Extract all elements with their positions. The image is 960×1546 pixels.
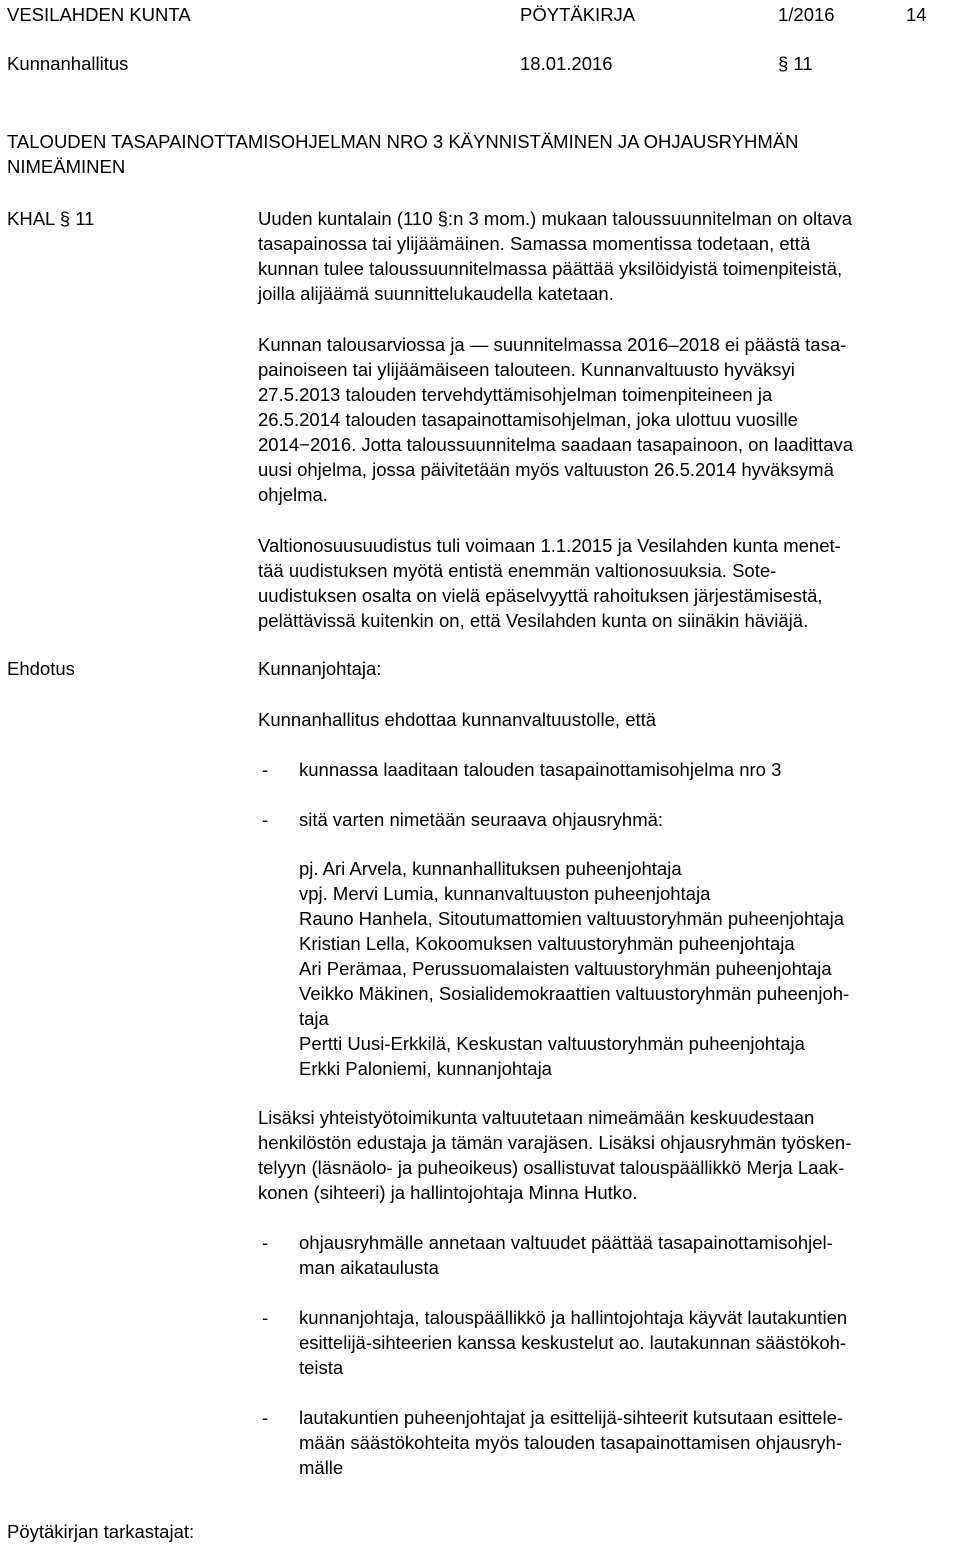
member-line: Kristian Lella, Kokoomuksen valtuustoryhmän puheenjohtaja (299, 933, 795, 954)
member-line: vpj. Mervi Lumia, kunnanvaltuuston puheenjohtaja (299, 883, 711, 904)
text-line: kunnan tulee taloussuunnitelmassa päättää yksilöidyistä toimenpiteistä, (258, 258, 843, 279)
section-number: § 11 (778, 53, 813, 74)
proposal-label: Ehdotus (7, 658, 75, 679)
title-line: NIMEÄMINEN (7, 156, 126, 177)
list-item: kunnassa laaditaan talouden tasapainottamisohjelma nro 3 (299, 759, 782, 780)
list-item-line: lautakuntien puheenjohtajat ja esittelijä-sihteerit kutsutaan esittele- (299, 1407, 844, 1428)
proposal-intro: Kunnanhallitus ehdottaa kunnanvaltuustolle, että (258, 709, 657, 730)
list-item-line: kunnanjohtaja, talouspäällikkö ja hallintojohtaja käyvät lautakuntien (299, 1307, 848, 1328)
text-line: Valtionosuusuudistus tuli voimaan 1.1.2015 ja Vesilahden kunta menet- (258, 535, 841, 556)
member-line: Erkki Paloniemi, kunnanjohtaja (299, 1058, 552, 1079)
meeting-date: 18.01.2016 (520, 53, 613, 74)
text-line: 2014−2016. Jotta taloussuunnitelma saadaan tasapainoon, on laadittava (258, 434, 854, 455)
text-line: ohjelma. (258, 484, 328, 505)
member-line: Veikko Mäkinen, Sosialidemokraattien valtuustoryhmän puheenjoh- (299, 983, 850, 1004)
text-line: uusi ohjelma, jossa päivitetään myös valtuuston 26.5.2014 hyväksymä (258, 459, 834, 480)
member-line: Rauno Hanhela, Sitoutumattomien valtuustoryhmän puheenjohtaja (299, 908, 845, 929)
bullet-marker: - (262, 1407, 269, 1428)
list-item-line: ohjausryhmälle annetaan valtuudet päättää tasapainottamisohjel- (299, 1232, 833, 1253)
khal-label: KHAL § 11 (7, 208, 95, 229)
text-line: Uuden kuntalain (110 §:n 3 mom.) mukaan taloussuunnitelman on oltava (258, 208, 853, 229)
committee-name: Kunnanhallitus (7, 53, 129, 74)
list-item-line: mälle (299, 1457, 344, 1478)
text-line: painoiseen tai ylijäämäiseen talouteen. Kunnanvaltuusto hyväksyi (258, 359, 795, 380)
text-line: Kunnan talousarviossa ja — suunnitelmassa 2016–2018 ei päästä tasa- (258, 334, 847, 355)
member-line: Ari Perämaa, Perussuomalaisten valtuustoryhmän puheenjohtaja (299, 958, 832, 979)
list-item-line: man aikataulusta (299, 1257, 439, 1278)
text-line: tasapainossa tai ylijäämäinen. Samassa momentissa todetaan, että (258, 233, 811, 254)
text-line: telyyn (läsnäolo- ja puheoikeus) osallistuvat talouspäällikkö Merja Laak- (258, 1157, 845, 1178)
bullet-marker: - (262, 809, 269, 830)
page-number: 14 (906, 4, 927, 25)
text-line: 26.5.2014 talouden tasapainottamisohjelman, joka ulottuu vuosille (258, 409, 798, 430)
list-item-line: mään säästökohteita myös talouden tasapainottamisen ohjausryh- (299, 1432, 842, 1453)
proposer: Kunnanjohtaja: (258, 658, 382, 679)
text-line: pelättävissä kuitenkin on, että Vesilahden kunta on siinäkin häviäjä. (258, 610, 809, 631)
list-item: sitä varten nimetään seuraava ohjausryhmä: (299, 809, 664, 830)
text-line: henkilöstön edustaja ja tämän varajäsen. Lisäksi ohjausryhmän työsken- (258, 1132, 852, 1153)
member-line: Pertti Uusi-Erkkilä, Keskustan valtuustoryhmän puheenjohtaja (299, 1033, 805, 1054)
bullet-marker: - (262, 1307, 269, 1328)
text-line: joilla alijäämä suunnittelukaudella katetaan. (258, 283, 614, 304)
doc-type: PÖYTÄKIRJA (520, 4, 636, 25)
text-line: 27.5.2013 talouden tervehdyttämisohjelman toimenpiteineen ja (258, 384, 773, 405)
title-line: TALOUDEN TASAPAINOTTAMISOHJELMAN NRO 3 KÄYNNISTÄMINEN JA OHJAUSRYHMÄN (7, 131, 799, 152)
reviewers-label: Pöytäkirjan tarkastajat: (7, 1521, 195, 1542)
list-item-line: teista (299, 1357, 344, 1378)
text-line: Lisäksi yhteistyötoimikunta valtuutetaan nimeämään keskuudestaan (258, 1107, 815, 1128)
member-line: taja (299, 1008, 329, 1029)
org-name: VESILAHDEN KUNTA (7, 4, 191, 25)
text-line: tää uudistuksen myötä entistä enemmän valtionosuuksia. Sote- (258, 560, 777, 581)
bullet-marker: - (262, 759, 269, 780)
member-line: pj. Ari Arvela, kunnanhallituksen puheenjohtaja (299, 858, 682, 879)
list-item-line: esittelijä-sihteerien kanssa keskustelut ao. lautakunnan säästökoh- (299, 1332, 847, 1353)
bullet-marker: - (262, 1232, 269, 1253)
text-line: uudistuksen osalta on vielä epäselvyyttä rahoituksen järjestämisestä, (258, 585, 823, 606)
doc-number: 1/2016 (778, 4, 835, 25)
text-line: konen (sihteeri) ja hallintojohtaja Minna Hutko. (258, 1182, 638, 1203)
